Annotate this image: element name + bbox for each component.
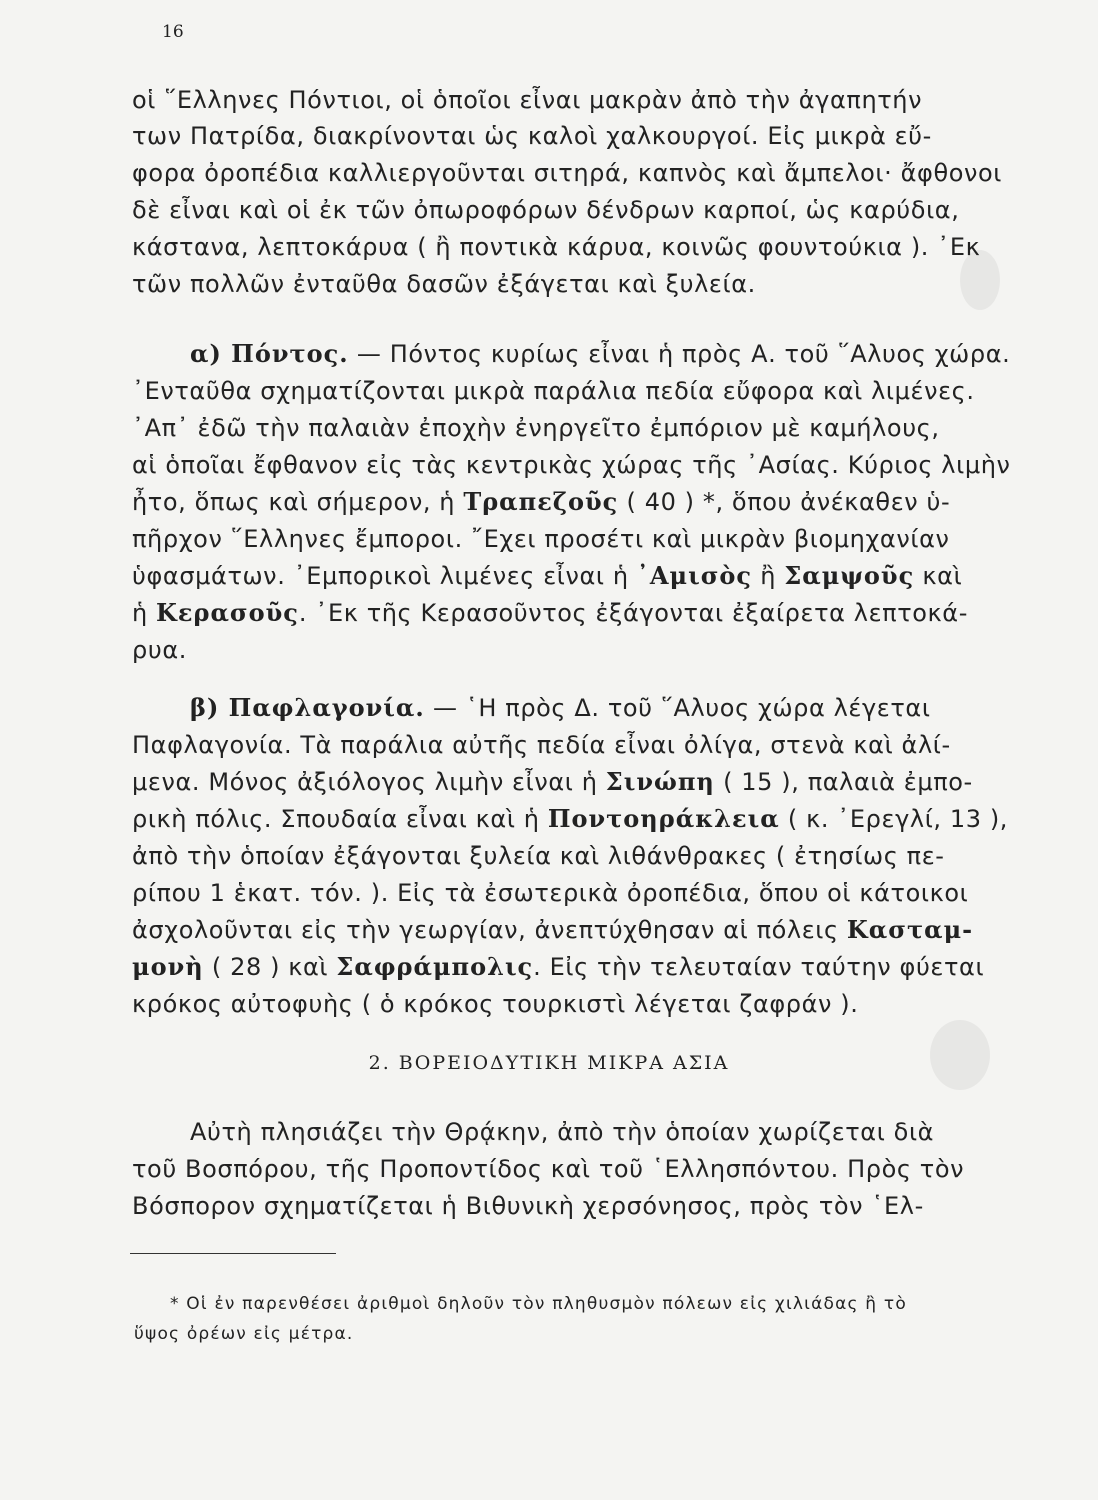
text-line: φορα ὀροπέδια καλλιεργοῦνται σιτηρά, καπνὸς καὶ ἄμπελοι· ἄφθονοι — [132, 159, 1003, 187]
subsection-pontos-line: α) Πόντος. — Πόντος κυρίως εἶναι ἡ πρὸς Α. τοῦ ῞Αλυος χώρα. — [190, 339, 1011, 368]
subsection-title-pontos: α) Πόντος. — [190, 339, 349, 368]
text-line: πῆρχον ῞Ελληνες ἔμποροι. ῎Εχει προσέτι καὶ μικρὰν βιομηχανίαν — [132, 525, 950, 553]
text-line: ἀσχολοῦνται εἰς τὴν γεωργίαν, ἀνεπτύχθησαν αἱ πόλεις Κασταμ- — [132, 915, 974, 944]
text-line: μονὴ ( 28 ) καὶ Σαφράμπολις. Εἰς τὴν τελευταίαν ταύτην φύεται — [132, 952, 985, 981]
text-line: τοῦ Βοσπόρου, τῆς Προποντίδος καὶ τοῦ ῾Ελλησπόντου. Πρὸς τὸν — [132, 1155, 965, 1183]
footnote-line: * Οἱ ἐν παρενθέσει ἀριθμοὶ δηλοῦν τὸν πληθυσμὸν πόλεων εἰς χιλιάδας ἢ τὸ — [170, 1294, 907, 1314]
text-line: μενα. Μόνος ἀξιόλογος λιμὴν εἶναι ἡ Σινώπη ( 15 ), παλαιὰ ἐμπο- — [132, 767, 973, 796]
place-name-amisos: ᾿Αμισὸς — [636, 561, 753, 590]
text-line: Παφλαγονία. Τὰ παράλια αὐτῆς πεδία εἶναι ὀλίγα, στενὰ καὶ ἀλί- — [132, 731, 951, 759]
place-name-sinope: Σινώπη — [605, 767, 715, 796]
place-name-saframpolis: Σαφράμπολις — [336, 952, 534, 981]
subsection-paphlagonia-line: β) Παφλαγονία. — ῾Η πρὸς Δ. τοῦ ῞Αλυος χώρα λέγεται — [190, 693, 931, 722]
text-line: Βόσπορον σχηματίζεται ἡ Βιθυνικὴ χερσόνησος, πρὸς τὸν ῾Ελ- — [132, 1192, 924, 1220]
text-line: αἱ ὁποῖαι ἔφθανον εἰς τὰς κεντρικὰς χώρας τῆς ᾿Ασίας. Κύριος λιμὴν — [132, 451, 1011, 479]
text-line: δὲ εἶναι καὶ οἱ ἐκ τῶν ὀπωροφόρων δένδρων καρποί, ὡς καρύδια, — [132, 196, 960, 224]
section-heading: 2. ΒΟΡΕΙΟΔΥΤΙΚΗ ΜΙΚΡΑ ΑΣΙΑ — [368, 1052, 730, 1074]
text-line: ρίπου 1 ἑκατ. τόν. ). Εἰς τὰ ἐσωτερικὰ ὀροπέδια, ὅπου οἱ κάτοικοι — [132, 879, 969, 907]
text-line: ᾿Απ᾿ ἐδῶ τὴν παλαιὰν ἐποχὴν ἐνηργεῖτο ἐμπόριον μὲ καμήλους, — [132, 414, 940, 442]
place-name-kerasous: Κερασοῦς — [156, 598, 299, 627]
text-line: οἱ ῞Ελληνες Πόντιοι, οἱ ὁποῖοι εἶναι μακρὰν ἀπὸ τὴν ἀγαπητήν — [132, 86, 923, 114]
footnote-line: ὕψος ὀρέων εἰς μέτρα. — [134, 1324, 354, 1344]
place-name-kastamoni-end: μονὴ — [132, 952, 204, 981]
place-name-pontoirakleia: Ποντοηράκλεια — [547, 804, 780, 833]
footnote-rule — [130, 1253, 336, 1254]
text-line: ἡ Κερασοῦς. ᾿Εκ τῆς Κερασοῦντος ἐξάγονται ἐξαίρετα λεπτοκά- — [132, 598, 968, 627]
text-line: ὑφασμάτων. ᾿Εμπορικοὶ λιμένες εἶναι ἡ ᾿Αμισὸς ἢ Σαμψοῦς καὶ — [132, 561, 963, 590]
place-name-kastamoni: Κασταμ- — [846, 915, 974, 944]
page-number: 16 — [162, 22, 184, 42]
text-line: ἦτο, ὅπως καὶ σήμερον, ἡ Τραπεζοῦς ( 40 ) *, ὅπου ἀνέκαθεν ὑ- — [132, 487, 951, 516]
text-line: τῶν πολλῶν ἐνταῦθα δασῶν ἐξάγεται καὶ ξυλεία. — [132, 270, 756, 298]
text-line: Αὐτὴ πλησιάζει τὴν Θρᾴκην, ἀπὸ τὴν ὁποίαν χωρίζεται διὰ — [190, 1118, 935, 1146]
text-line: ᾿Ενταῦθα σχηματίζονται μικρὰ παράλια πεδία εὔφορα καὶ λιμένες. — [132, 377, 975, 405]
text-line: κρόκος αὐτοφυὴς ( ὁ κρόκος τουρκιστὶ λέγεται ζαφράν ). — [132, 990, 859, 1018]
subsection-title-paphlagonia: β) Παφλαγονία. — [190, 693, 425, 722]
text-line: ρικὴ πόλις. Σπουδαία εἶναι καὶ ἡ Ποντοηράκλεια ( κ. ᾿Ερεγλί, 13 ), — [132, 804, 1009, 833]
place-name-trapezous: Τραπεζοῦς — [463, 487, 619, 516]
place-name-sampsous: Σαμψοῦς — [784, 561, 915, 590]
text-line: κάστανα, λεπτοκάρυα ( ἢ ποντικὰ κάρυα, κοινῶς φουντούκια ). ᾿Εκ — [132, 233, 981, 261]
text-line: ἀπὸ τὴν ὁποίαν ἐξάγονται ξυλεία καὶ λιθάνθρακες ( ἐτησίως πε- — [132, 842, 945, 870]
text-line: των Πατρίδα, διακρίνονται ὡς καλοὶ χαλκουργοί. Εἰς μικρὰ εὔ- — [132, 122, 932, 150]
text-line: ρυα. — [132, 636, 187, 664]
